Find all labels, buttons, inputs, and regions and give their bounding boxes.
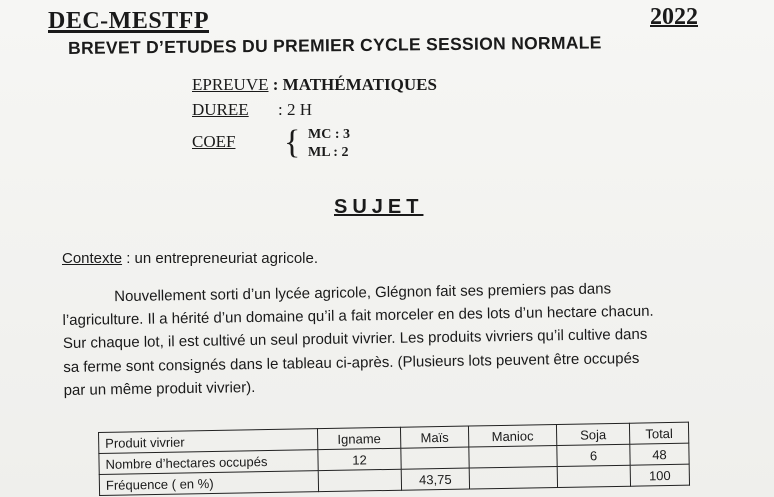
brace-icon: { (284, 124, 301, 161)
organization-title: DEC-MESTFP (48, 8, 209, 34)
table-cell: 48 (630, 443, 689, 465)
table-cell (318, 469, 401, 491)
context-text: : un entrepreneuriat agricole. (122, 250, 318, 267)
coef-ml: ML : 2 (308, 145, 349, 160)
epreuve-row (192, 75, 437, 95)
table-cell (557, 465, 630, 487)
table-cell: 12 (318, 448, 401, 470)
duree-row (192, 100, 392, 120)
table-header-cell: Soja (556, 423, 629, 445)
duree-value: : 2 H (278, 100, 312, 119)
duree-label: DUREE (192, 100, 249, 119)
year-label: 2022 (650, 4, 698, 30)
table-cell: 100 (630, 464, 689, 486)
paragraph-line: l’agriculture. Il a hérité d’un domaine qu’il a fait morceler en des lots d’un hectare chacun. (62, 302, 654, 330)
coef-label: COEF (192, 132, 236, 151)
table-header-cell: Total (629, 422, 688, 444)
coef-row (192, 132, 235, 152)
table-cell: 6 (557, 444, 630, 466)
crop-table (98, 422, 690, 496)
paragraph-line: sa ferme sont consignés dans le tableau ci-après. (Plusieurs lots peuvent être occupés (63, 349, 640, 376)
table-cell: Nombre d’hectares occupés (99, 450, 318, 475)
table-header-cell: Maïs (400, 426, 468, 448)
context-line (62, 250, 318, 267)
table-cell (469, 466, 557, 489)
epreuve-label: EPREUVE (192, 75, 269, 94)
context-label: Contexte (62, 250, 123, 267)
table-cell (401, 447, 469, 469)
epreuve-value: : MATHÉMATIQUES (272, 75, 437, 94)
paragraph-line: Sur chaque lot, il est cultivé un seul produit vivrier. Les produits vivriers qu’il cultive dans (62, 326, 648, 353)
table-cell (469, 445, 557, 468)
table-header-cell: Produit vivrier (99, 429, 318, 454)
context-paragraph (62, 276, 704, 402)
subject-title: SUJET (334, 196, 424, 218)
table-header-cell: Manioc (468, 424, 556, 447)
coef-mc: MC : 3 (308, 127, 350, 142)
paragraph-line: par un même produit vivrier). (63, 378, 256, 399)
paragraph-line: Nouvellement sorti d’un lycée agricole, Glégnon fait ses premiers pas dans (114, 280, 612, 306)
exam-title: BREVET D’ETUDES DU PREMIER CYCLE SESSION NORMALE (68, 32, 602, 58)
table-cell: 43,75 (401, 468, 469, 490)
table-cell: Fréquence ( en %) (99, 471, 318, 496)
table-header-cell: Igname (317, 427, 400, 449)
